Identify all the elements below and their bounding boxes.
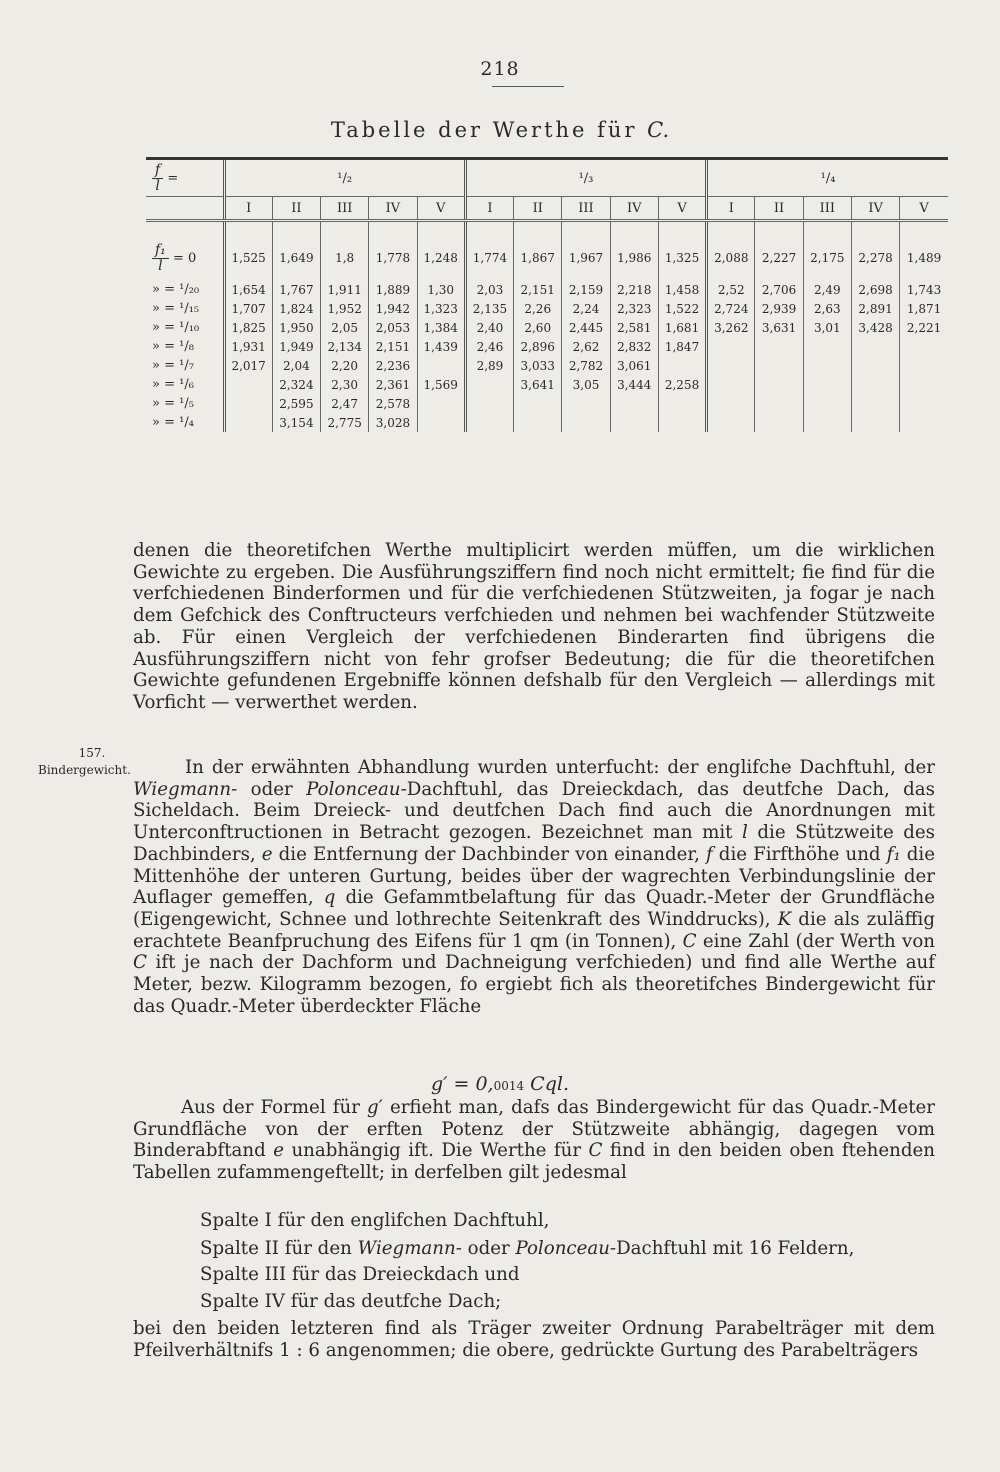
table-cell [707, 356, 755, 375]
table-cell: 1,323 [417, 299, 465, 318]
table-cell [610, 413, 658, 432]
table-cell: 1,439 [417, 337, 465, 356]
table-cell: 2,323 [610, 299, 658, 318]
table-title-symbol: C. [647, 118, 670, 142]
column-header-row [146, 197, 948, 221]
paragraph-3: Aus der Formel für g′ erfieht man, dafs das Bindergewicht für das Quadr.-Meter Grundfläche von der erften Potenz der Stützweite abhängig, dagegen vom Binderabftand e unabhängig ift. Die Werthe für C find in den beiden oben ftehenden Tabellen zufammengeftellt; in derfelben gilt jedesmal [133, 1097, 935, 1184]
table-cell: 1,8 [321, 236, 369, 280]
page-number: 218 [480, 58, 520, 80]
table-cell: 2,595 [272, 394, 320, 413]
table-cell [465, 413, 513, 432]
table-cell: 3,262 [707, 318, 755, 337]
list-item: Spalte IV für das deutfche Dach; [200, 1291, 502, 1312]
table-cell: 3,641 [514, 375, 562, 394]
table-cell: 2,896 [514, 337, 562, 356]
row-label: $\frac{\text{f₁}}{l}$ = 0 [146, 236, 224, 280]
column-header: IV [610, 197, 658, 221]
table-cell: 2,218 [610, 280, 658, 299]
table-cell: 2,221 [900, 318, 948, 337]
table-cell: 2,134 [321, 337, 369, 356]
table-cell: 1,30 [417, 280, 465, 299]
table-cell [851, 356, 899, 375]
table-cell: 2,278 [851, 236, 899, 280]
column-header: V [417, 197, 465, 221]
values-table-wrap [146, 157, 948, 432]
table-cell: 3,154 [272, 413, 320, 432]
table-cell: 2,49 [803, 280, 851, 299]
margin-note-title: Bindergewicht. [38, 763, 131, 777]
table-cell: 2,891 [851, 299, 899, 318]
column-header: III [803, 197, 851, 221]
table-cell: 2,30 [321, 375, 369, 394]
table-cell: 2,159 [562, 280, 610, 299]
table-cell: 1,967 [562, 236, 610, 280]
table-cell: 2,89 [465, 356, 513, 375]
table-cell: 2,258 [658, 375, 706, 394]
table-cell: 2,05 [321, 318, 369, 337]
table-cell: 1,825 [224, 318, 272, 337]
list-item: Spalte III für das Dreieckdach und [200, 1264, 520, 1285]
table-cell: 2,60 [514, 318, 562, 337]
table-cell [900, 337, 948, 356]
table-cell: 2,52 [707, 280, 755, 299]
table-cell: 1,847 [658, 337, 706, 356]
list-item: Spalte I für den englifchen Dachftuhl, [200, 1210, 550, 1231]
table-cell: 2,26 [514, 299, 562, 318]
table-cell: 2,698 [851, 280, 899, 299]
table-row [146, 337, 948, 356]
table-cell: 2,088 [707, 236, 755, 280]
table-cell [755, 394, 803, 413]
values-table [146, 160, 948, 432]
table-cell: 1,778 [369, 236, 417, 280]
table-cell: 2,706 [755, 280, 803, 299]
table-cell: 1,384 [417, 318, 465, 337]
column-header-blank [146, 197, 224, 221]
table-cell [224, 394, 272, 413]
table-title [0, 118, 1000, 142]
table-cell [562, 394, 610, 413]
group-header: ¹/₂ [224, 160, 465, 197]
group-header: ¹/₄ [707, 160, 948, 197]
table-title-text: Tabelle der Werthe für [330, 118, 648, 142]
table-cell: 2,04 [272, 356, 320, 375]
table-cell [707, 337, 755, 356]
table-cell [755, 413, 803, 432]
group-header-row [146, 160, 948, 197]
table-cell: 2,236 [369, 356, 417, 375]
table-cell [658, 356, 706, 375]
row-label: » = ¹/₆ [152, 377, 194, 392]
table-cell: 1,654 [224, 280, 272, 299]
table-cell [900, 375, 948, 394]
table-cell [658, 394, 706, 413]
table-cell: 1,952 [321, 299, 369, 318]
table-cell: 2,053 [369, 318, 417, 337]
table-cell [610, 394, 658, 413]
table-cell [803, 375, 851, 394]
table-cell [417, 413, 465, 432]
table-cell [224, 375, 272, 394]
table-cell [562, 413, 610, 432]
table-cell: 1,681 [658, 318, 706, 337]
table-cell: 2,135 [465, 299, 513, 318]
row-label: » = ¹/₁₀ [152, 320, 200, 335]
table-cell [755, 375, 803, 394]
table-cell [658, 413, 706, 432]
table-cell: 2,62 [562, 337, 610, 356]
table-cell [465, 375, 513, 394]
table-cell: 1,942 [369, 299, 417, 318]
table-cell [803, 413, 851, 432]
table-cell [465, 394, 513, 413]
table-cell [755, 337, 803, 356]
paragraph-1: denen die theoretifchen Werthe multiplicirt werden müffen, um die wirklichen Gewichte zu ergeben. Die Ausführungsziffern find noch nicht ermittelt; fie find für die verfchiedenen Binderformen und für die verfchiedenen Stützweiten, ja fogar je nach dem Gefchick des Conftructeurs verfchieden und nehmen bei wachfender Stützweite ab. Für einen Vergleich der verfchiedenen Binderarten find übrigens die Ausführungsziffern nicht von fehr grofser Bedeutung; die für die theoretifchen Gewichte gefundenen Ergebniffe können defshalb für den Vergleich — allerdings mit Vorficht — verwerthet werden. [133, 540, 935, 713]
table-cell: 1,525 [224, 236, 272, 280]
table-cell: 1,950 [272, 318, 320, 337]
table-cell: 3,428 [851, 318, 899, 337]
table-cell [707, 375, 755, 394]
column-header: II [272, 197, 320, 221]
table-row [146, 394, 948, 413]
table-cell: 1,707 [224, 299, 272, 318]
table-cell: 2,782 [562, 356, 610, 375]
table-cell: 1,522 [658, 299, 706, 318]
table-cell [803, 394, 851, 413]
column-header: V [658, 197, 706, 221]
row-label: » = ¹/₁₅ [152, 301, 200, 316]
table-cell: 1,949 [272, 337, 320, 356]
row-label: » = ¹/₇ [152, 358, 194, 373]
table-cell: 1,889 [369, 280, 417, 299]
table-cell: 3,061 [610, 356, 658, 375]
formula: g′ = 0,0014 Cql. [430, 1073, 569, 1095]
table-cell: 1,325 [658, 236, 706, 280]
column-header: III [562, 197, 610, 221]
table-cell [803, 356, 851, 375]
table-cell: 2,40 [465, 318, 513, 337]
table-cell: 2,017 [224, 356, 272, 375]
table-cell: 1,489 [900, 236, 948, 280]
table-cell: 1,569 [417, 375, 465, 394]
table-cell: 1,248 [417, 236, 465, 280]
table-cell: 2,20 [321, 356, 369, 375]
table-cell [851, 394, 899, 413]
column-header: II [514, 197, 562, 221]
table-cell [707, 413, 755, 432]
table-cell [417, 394, 465, 413]
table-cell: 2,832 [610, 337, 658, 356]
table-spacer-row [146, 221, 948, 237]
table-cell [851, 375, 899, 394]
table-cell: 2,939 [755, 299, 803, 318]
table-cell: 2,175 [803, 236, 851, 280]
table-cell: 1,911 [321, 280, 369, 299]
table-cell: 2,47 [321, 394, 369, 413]
paragraph-2: In der erwähnten Abhandlung wurden unterfucht: der englifche Dachftuhl, der Wiegmann- oder Polonceau-Dachftuhl, das Dreieckdach, das deutfche Dach, das Sicheldach. Beim Dreieck- und deutfchen Dach find auch die Anordnungen mit Unterconftructionen in Betracht gezogen. Bezeichnet man mit l die Stützweite des Dachbinders, e die Entfernung der Dachbinder von einander, f die Firfthöhe und f₁ die Mittenhöhe der unteren Gurtung, beides über der wagrechten Verbindungslinie der Auflager gemeffen, q die Gefammtbelaftung für das Quadr.-Meter der Grundfläche (Eigengewicht, Schnee und lothrechte Seitenkraft des Winddrucks), K die als zuläffig erachtete Beanfpruchung des Eifens für 1 qm (in Tonnen), C eine Zahl (der Werth von C ift je nach der Dachform und Dachneigung verfchieden) und find alle Werthe auf Meter, bezw. Kilogramm bezogen, fo ergiebt fich als theoretifches Bindergewicht für das Quadr.-Meter überdeckter Fläche [133, 757, 935, 1017]
table-cell: 1,774 [465, 236, 513, 280]
table-cell: 2,03 [465, 280, 513, 299]
table-cell: 2,724 [707, 299, 755, 318]
table-cell [514, 413, 562, 432]
column-header: V [900, 197, 948, 221]
column-header: I [224, 197, 272, 221]
table-cell: 3,05 [562, 375, 610, 394]
table-cell: 2,227 [755, 236, 803, 280]
column-header: IV [851, 197, 899, 221]
table-cell: 1,824 [272, 299, 320, 318]
column-header: II [755, 197, 803, 221]
table-cell [417, 356, 465, 375]
table-cell [514, 394, 562, 413]
table-row [146, 236, 948, 280]
table-cell: 2,46 [465, 337, 513, 356]
table-cell [900, 413, 948, 432]
table-cell: 3,033 [514, 356, 562, 375]
table-cell [900, 394, 948, 413]
table-row [146, 299, 948, 318]
table-cell: 3,028 [369, 413, 417, 432]
header-fraction: $\frac{f}{l}$ = [146, 160, 224, 197]
margin-note-number: 157. [78, 746, 106, 760]
list-item: Spalte II für den Wiegmann- oder Polonceau-Dachftuhl mit 16 Feldern, [200, 1238, 855, 1259]
table-cell: 2,775 [321, 413, 369, 432]
table-cell [755, 356, 803, 375]
table-cell: 1,458 [658, 280, 706, 299]
column-header: IV [369, 197, 417, 221]
table-cell: 3,631 [755, 318, 803, 337]
table-cell [224, 413, 272, 432]
table-cell [707, 394, 755, 413]
table-row [146, 413, 948, 432]
column-header: I [707, 197, 755, 221]
table-cell [803, 337, 851, 356]
table-cell: 2,151 [369, 337, 417, 356]
row-label: » = ¹/₂₀ [152, 282, 200, 297]
table-cell: 1,743 [900, 280, 948, 299]
table-cell: 1,767 [272, 280, 320, 299]
row-label: » = ¹/₈ [152, 339, 194, 354]
table-cell: 2,581 [610, 318, 658, 337]
table-row [146, 280, 948, 299]
table-cell: 3,444 [610, 375, 658, 394]
table-cell: 2,578 [369, 394, 417, 413]
table-cell: 1,649 [272, 236, 320, 280]
table-cell: 2,361 [369, 375, 417, 394]
table-cell: 2,445 [562, 318, 610, 337]
column-header: I [465, 197, 513, 221]
page-number-rule [492, 86, 564, 87]
table-row [146, 375, 948, 394]
column-header: III [321, 197, 369, 221]
table-cell [851, 413, 899, 432]
table-cell: 2,63 [803, 299, 851, 318]
row-label: » = ¹/₅ [152, 396, 194, 411]
table-cell: 2,151 [514, 280, 562, 299]
table-cell: 2,324 [272, 375, 320, 394]
table-cell: 2,24 [562, 299, 610, 318]
row-label: » = ¹/₄ [152, 415, 194, 430]
table-cell: 1,871 [900, 299, 948, 318]
table-cell: 1,986 [610, 236, 658, 280]
table-cell [900, 356, 948, 375]
table-cell: 3,01 [803, 318, 851, 337]
table-row [146, 318, 948, 337]
table-cell [851, 337, 899, 356]
table-row [146, 356, 948, 375]
paragraph-4: bei den beiden letzteren find als Träger zweiter Ordnung Parabelträger mit dem Pfeilverhältnifs 1 : 6 angenommen; die obere, gedrückte Gurtung des Parabelträgers [133, 1318, 935, 1361]
table-cell: 1,931 [224, 337, 272, 356]
group-header: ¹/₃ [465, 160, 706, 197]
table-cell: 1,867 [514, 236, 562, 280]
